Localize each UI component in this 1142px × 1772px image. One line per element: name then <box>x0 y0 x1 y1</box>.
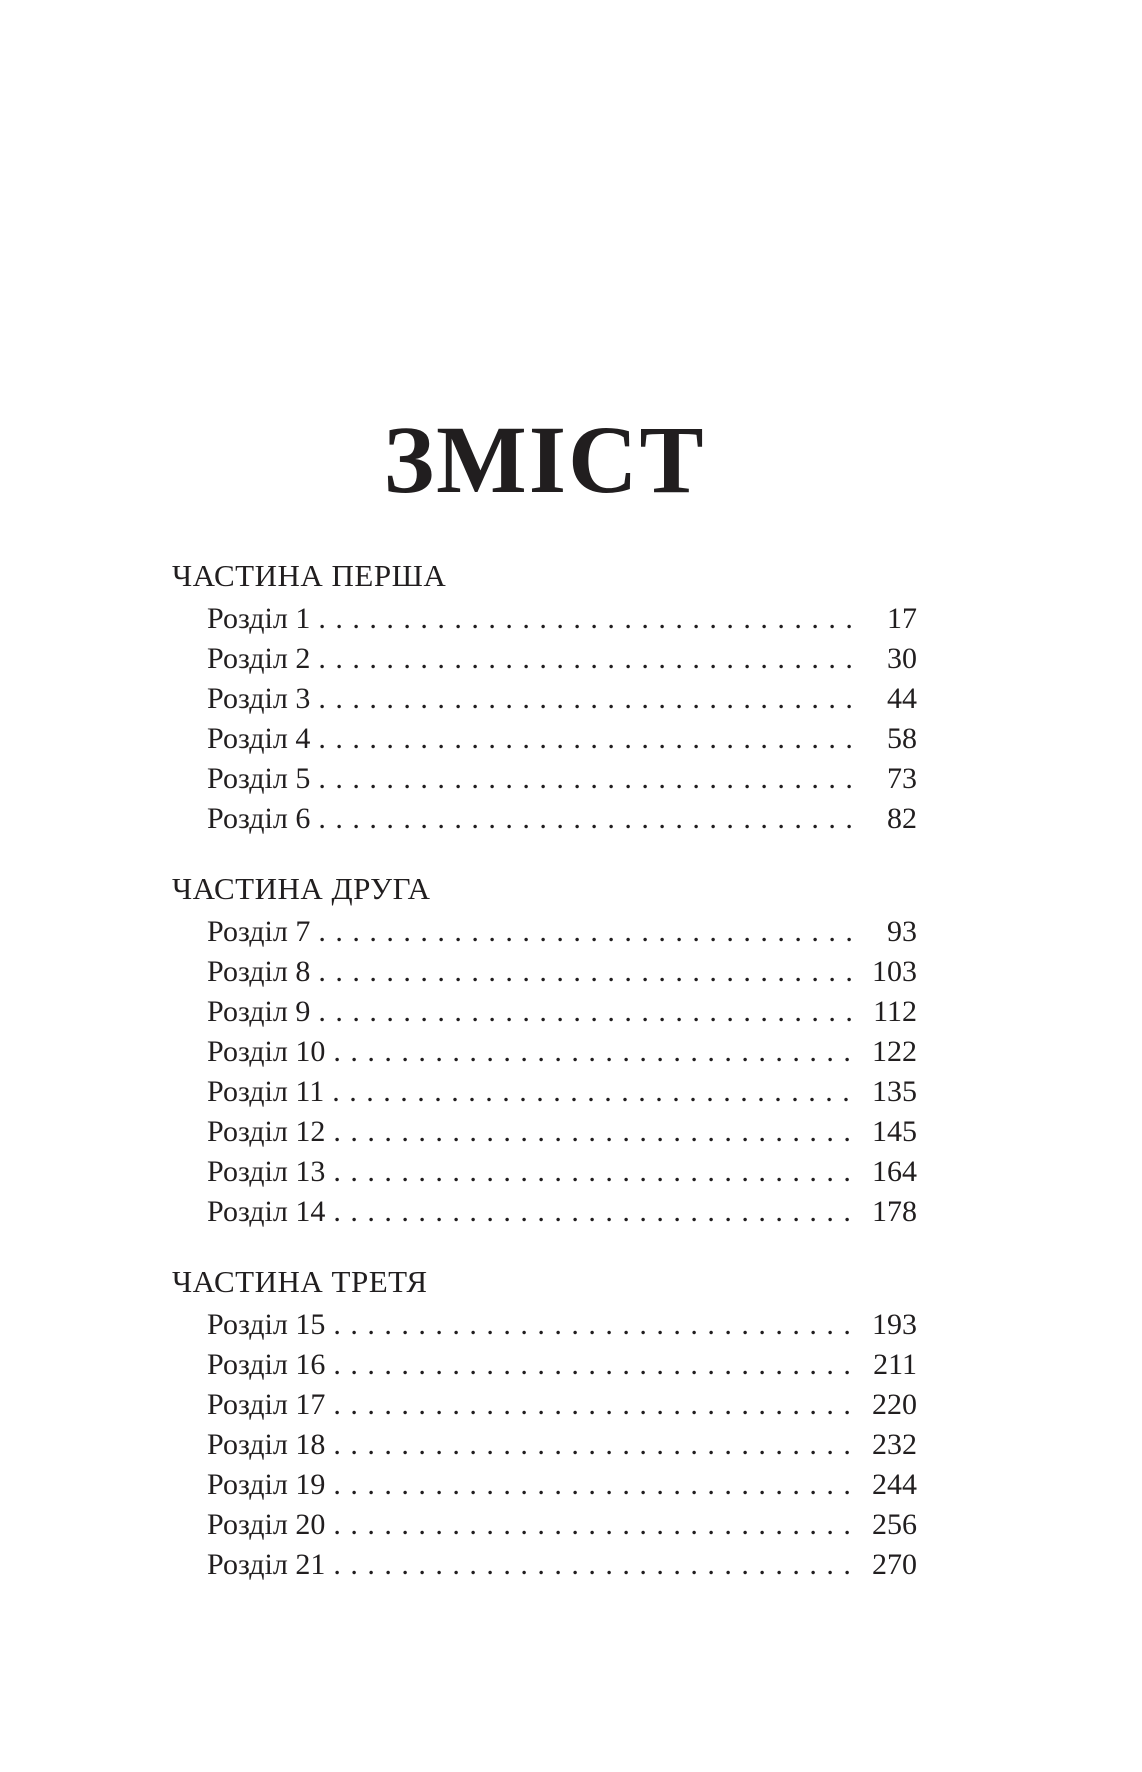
chapter-label: Розділ 15 <box>207 1308 326 1341</box>
toc-entry[interactable] <box>172 639 917 679</box>
chapter-label: Розділ 17 <box>207 1388 326 1421</box>
entry-line <box>172 1072 853 1112</box>
toc-entry[interactable] <box>172 1152 917 1192</box>
page-number: 145 <box>872 1115 917 1148</box>
dot-leader <box>310 995 853 1028</box>
entry-line <box>172 952 853 992</box>
chapter-label: Розділ 19 <box>207 1468 326 1501</box>
page-number: 232 <box>872 1428 917 1461</box>
entry-line <box>172 1425 853 1465</box>
page-number: 270 <box>872 1548 917 1581</box>
toc-entry[interactable] <box>172 1032 917 1072</box>
chapter-label: Розділ 1 <box>207 602 311 635</box>
entry-line <box>172 1112 853 1152</box>
page-number: 122 <box>872 1035 917 1068</box>
dot-leader <box>325 1468 853 1501</box>
entry-line <box>172 759 853 799</box>
toc-entry[interactable] <box>172 1192 917 1232</box>
chapter-label: Розділ 11 <box>207 1075 325 1108</box>
chapter-label: Розділ 8 <box>207 955 311 988</box>
entry-line <box>172 1465 853 1505</box>
chapter-label: Розділ 6 <box>207 802 311 835</box>
dot-leader <box>325 1348 853 1381</box>
page-number: 17 <box>887 602 917 635</box>
toc-entry[interactable] <box>172 1305 917 1345</box>
chapter-label: Розділ 5 <box>207 762 311 795</box>
page-number: 256 <box>872 1508 917 1541</box>
toc-entry[interactable] <box>172 719 917 759</box>
entry-line <box>172 1032 853 1072</box>
dot-leader <box>324 1075 853 1108</box>
toc-entry[interactable] <box>172 952 917 992</box>
toc-entry[interactable] <box>172 679 917 719</box>
toc-entry[interactable] <box>172 799 917 839</box>
dot-leader <box>310 955 853 988</box>
dot-leader <box>325 1308 853 1341</box>
chapter-label: Розділ 10 <box>207 1035 326 1068</box>
toc-entry[interactable] <box>172 1112 917 1152</box>
page-number: 44 <box>887 682 917 715</box>
toc-entry[interactable] <box>172 1505 917 1545</box>
dot-leader <box>310 682 853 715</box>
dot-leader <box>325 1428 853 1461</box>
dot-leader <box>310 915 853 948</box>
entry-line <box>172 599 853 639</box>
toc-entry[interactable] <box>172 1385 917 1425</box>
page-title: ЗМІСТ <box>383 406 706 513</box>
chapter-label: Розділ 3 <box>207 682 311 715</box>
page-number: 193 <box>872 1308 917 1341</box>
toc-section <box>172 1262 917 1585</box>
page-number: 164 <box>872 1155 917 1188</box>
chapter-label: Розділ 14 <box>207 1195 326 1228</box>
dot-leader <box>325 1548 853 1581</box>
page-number: 82 <box>887 802 917 835</box>
chapter-label: Розділ 16 <box>207 1348 326 1381</box>
entry-line <box>172 1545 853 1585</box>
toc-section <box>172 869 917 1232</box>
chapter-label: Розділ 21 <box>207 1548 326 1581</box>
dot-leader <box>310 642 853 675</box>
chapter-label: Розділ 20 <box>207 1508 326 1541</box>
page-number: 73 <box>887 762 917 795</box>
page-number: 178 <box>872 1195 917 1228</box>
toc-entry[interactable] <box>172 1072 917 1112</box>
entry-line <box>172 1345 853 1385</box>
entry-line <box>172 679 853 719</box>
table-of-contents <box>172 556 917 1585</box>
entry-line <box>172 1305 853 1345</box>
section-heading: ЧАСТИНА ПЕРША <box>172 558 447 593</box>
page-number: 244 <box>872 1468 917 1501</box>
page-number: 220 <box>872 1388 917 1421</box>
dot-leader <box>325 1388 853 1421</box>
entry-line <box>172 1152 853 1192</box>
chapter-label: Розділ 18 <box>207 1428 326 1461</box>
dot-leader <box>310 762 853 795</box>
chapter-label: Розділ 12 <box>207 1115 326 1148</box>
section-heading: ЧАСТИНА ДРУГА <box>172 871 431 906</box>
entry-line <box>172 1385 853 1425</box>
toc-entry[interactable] <box>172 912 917 952</box>
entry-line <box>172 1505 853 1545</box>
entry-line <box>172 799 853 839</box>
dot-leader <box>325 1195 853 1228</box>
toc-entry[interactable] <box>172 1425 917 1465</box>
dot-leader <box>325 1508 853 1541</box>
page-number: 112 <box>873 995 917 1028</box>
toc-entry[interactable] <box>172 992 917 1032</box>
chapter-label: Розділ 9 <box>207 995 311 1028</box>
page-number: 58 <box>887 722 917 755</box>
page-number: 30 <box>887 642 917 675</box>
toc-entry[interactable] <box>172 1465 917 1505</box>
entry-line <box>172 639 853 679</box>
chapter-label: Розділ 4 <box>207 722 311 755</box>
toc-section <box>172 556 917 839</box>
dot-leader <box>310 802 853 835</box>
page-number: 211 <box>873 1348 917 1381</box>
toc-entry[interactable] <box>172 599 917 639</box>
toc-entry[interactable] <box>172 1345 917 1385</box>
entry-line <box>172 1192 853 1232</box>
toc-entry[interactable] <box>172 1545 917 1585</box>
chapter-label: Розділ 2 <box>207 642 311 675</box>
dot-leader <box>325 1035 853 1068</box>
page-number: 135 <box>872 1075 917 1108</box>
toc-entry[interactable] <box>172 759 917 799</box>
page-number: 103 <box>872 955 917 988</box>
chapter-label: Розділ 7 <box>207 915 311 948</box>
entry-line <box>172 912 853 952</box>
page-number: 93 <box>887 915 917 948</box>
entry-line <box>172 992 853 1032</box>
dot-leader <box>310 602 853 635</box>
entry-line <box>172 719 853 759</box>
dot-leader <box>310 722 853 755</box>
dot-leader <box>325 1115 853 1148</box>
section-heading: ЧАСТИНА ТРЕТЯ <box>172 1264 428 1299</box>
dot-leader <box>325 1155 853 1188</box>
chapter-label: Розділ 13 <box>207 1155 326 1188</box>
